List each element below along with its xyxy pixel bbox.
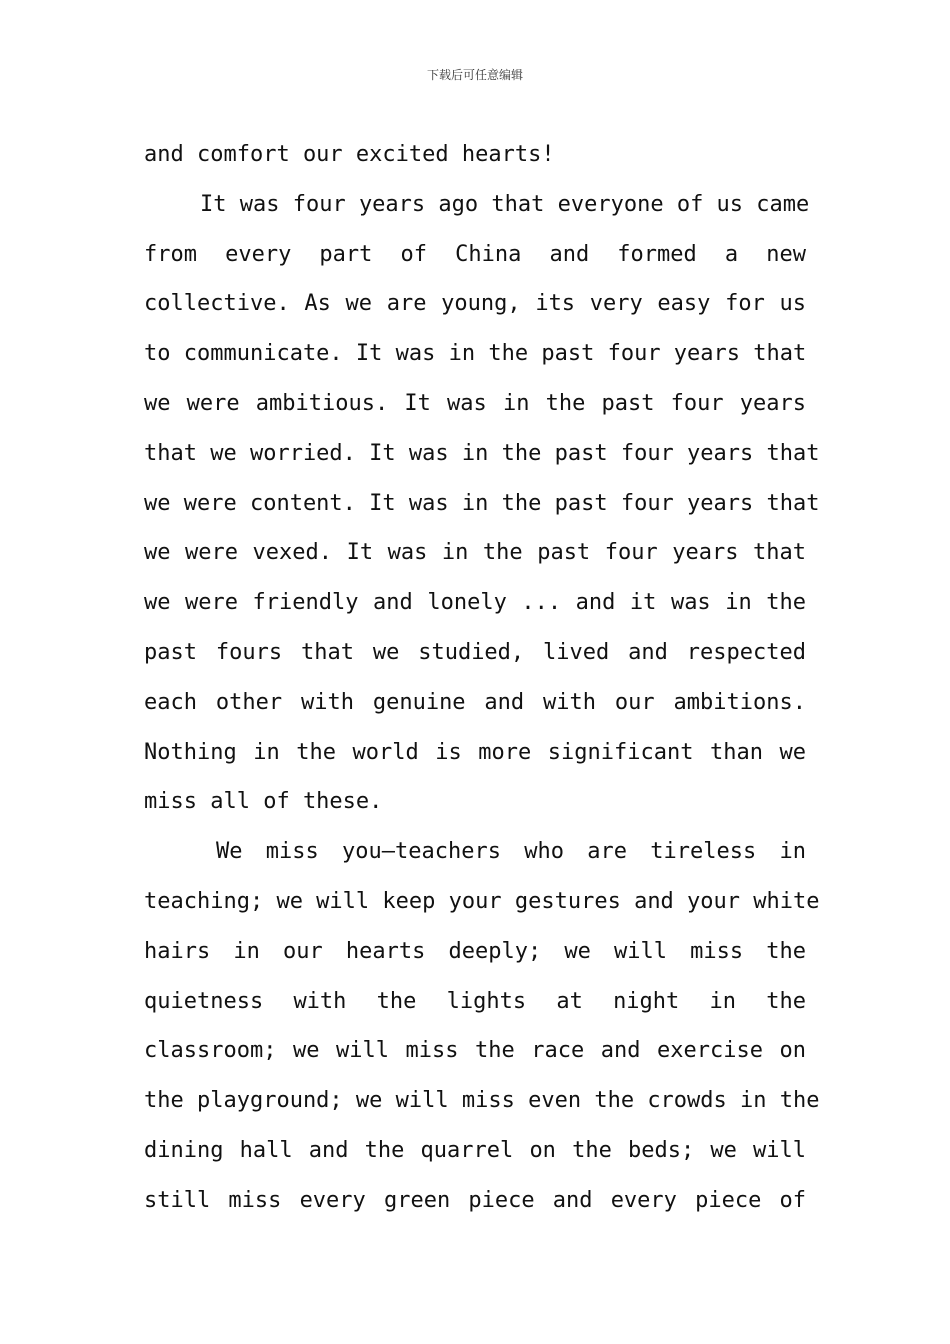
text-line: collective. As we are young, its very easy for us	[144, 291, 806, 317]
text-line: that we worried. It was in the past four years that	[144, 440, 820, 466]
page-header: 下载后可任意编辑	[426, 68, 523, 82]
text-line: classroom; we will miss the race and exercise on	[144, 1038, 806, 1064]
text-line: from every part of China and formed a new	[144, 241, 806, 267]
text-line: past fours that we studied, lived and respected	[144, 639, 806, 665]
paragraph-first-line: It was four years ago that everyone of us came	[200, 191, 810, 217]
text-line: still miss every green piece and every piece of	[144, 1187, 806, 1213]
document-body	[144, 130, 820, 1226]
text-line: dining hall and the quarrel on the beds; we will	[144, 1137, 806, 1163]
text-line: miss all of these.	[144, 789, 383, 815]
text-line: and comfort our excited hearts!	[144, 142, 555, 167]
text-line: we were content. It was in the past four years that	[144, 490, 820, 516]
text-line: to communicate. It was in the past four years that	[144, 341, 807, 367]
text-line: we were friendly and lonely ... and it was in the	[144, 590, 806, 616]
text-line: quietness with the lights at night in the	[144, 988, 806, 1014]
paragraph-first-line: We miss you—teachers who are tireless in	[216, 839, 806, 865]
text-line: each other with genuine and with our ambitions.	[144, 689, 806, 715]
text-line: the playground; we will miss even the crowds in the	[144, 1088, 820, 1114]
text-line: we were vexed. It was in the past four years that	[144, 540, 806, 566]
text-line: Nothing in the world is more significant than we	[144, 739, 806, 765]
text-line: teaching; we will keep your gestures and your white	[144, 888, 820, 914]
text-line: hairs in our hearts deeply; we will miss the	[144, 938, 806, 964]
text-line: we were ambitious. It was in the past four years	[144, 390, 806, 416]
